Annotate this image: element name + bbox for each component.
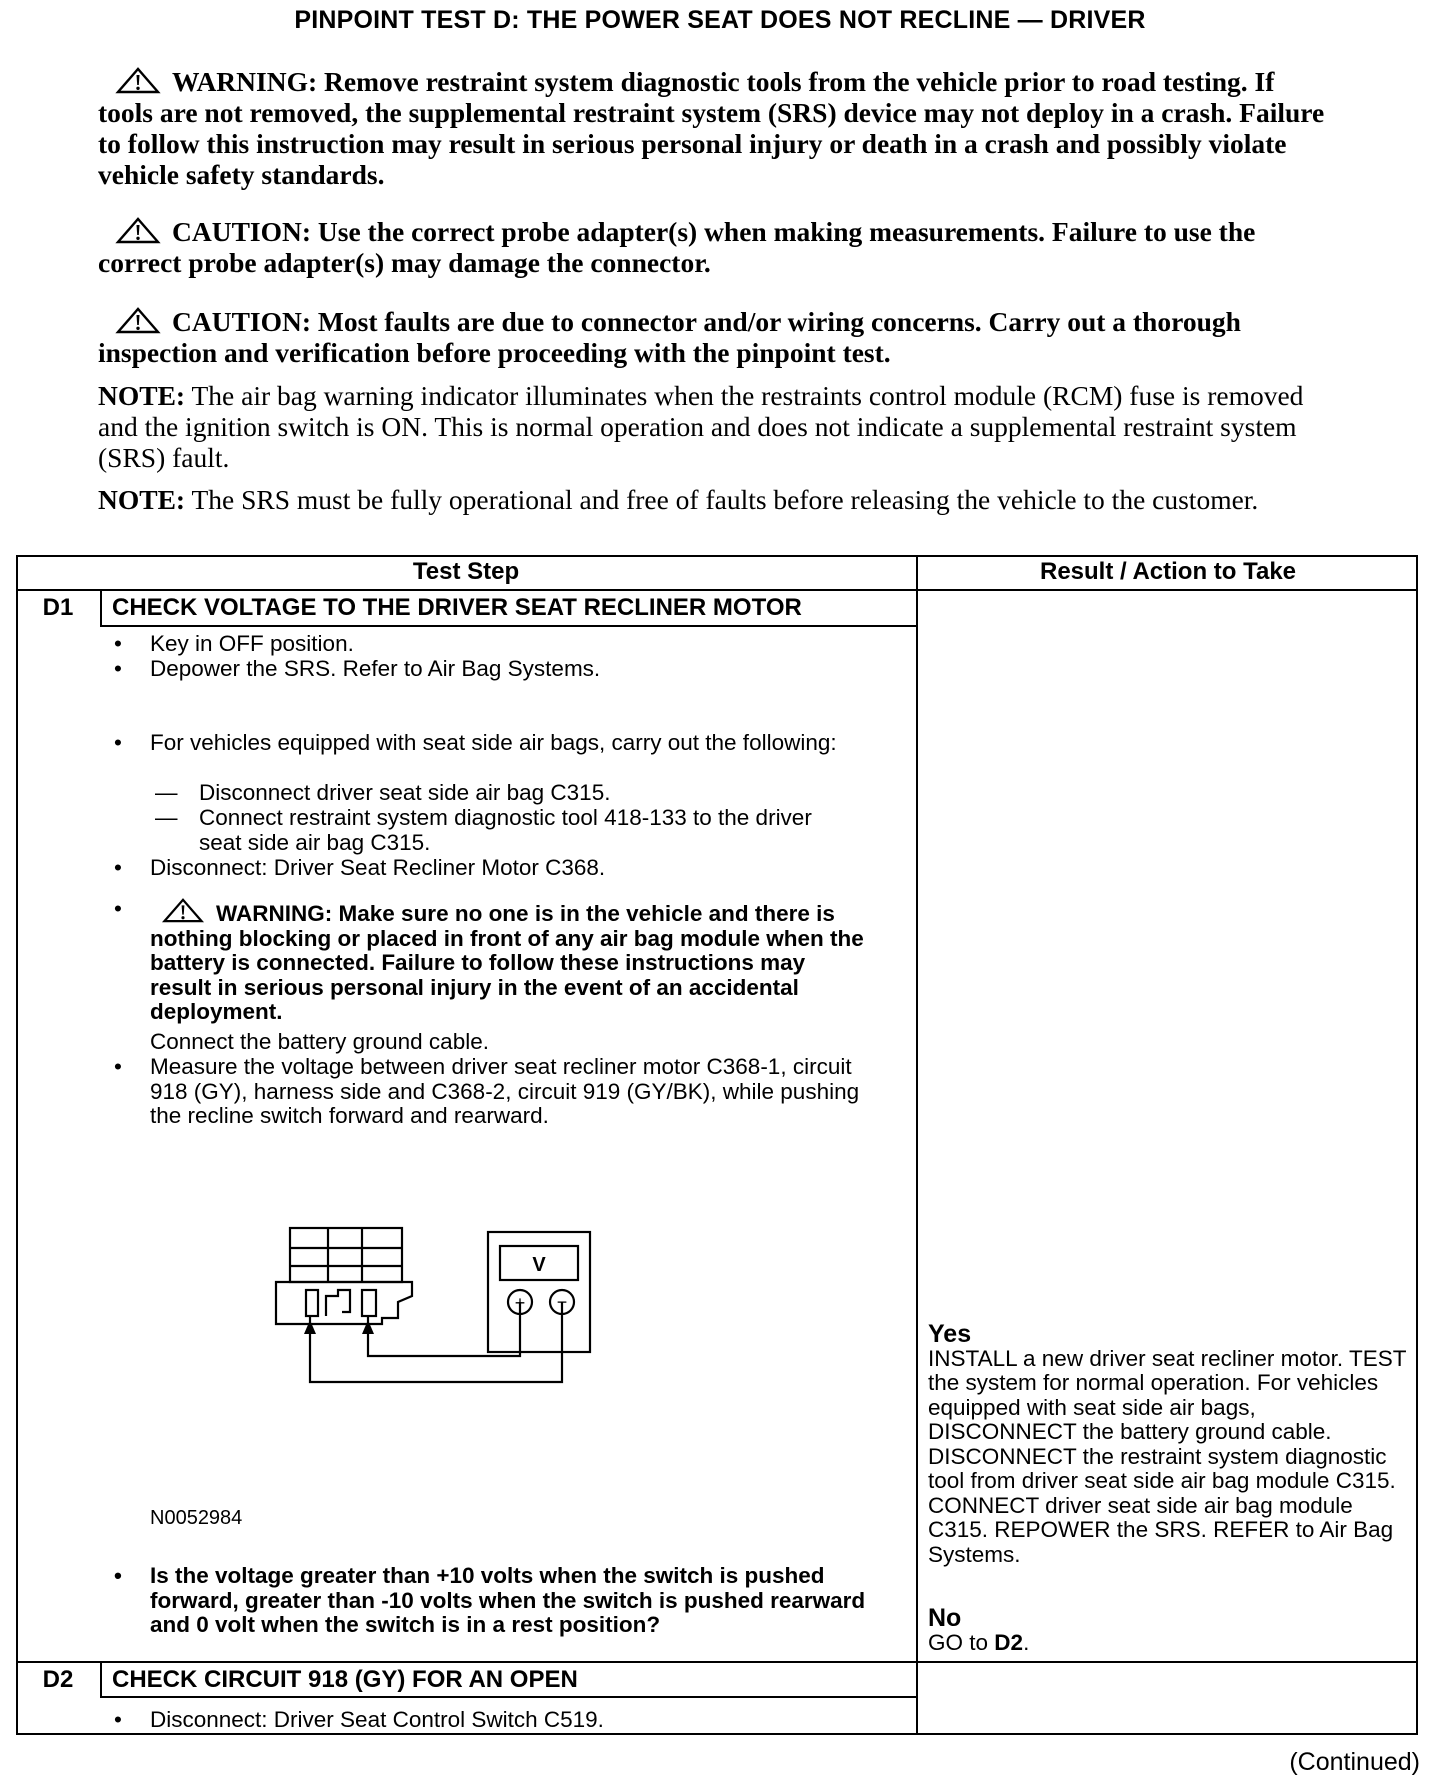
list-sub-item: — Disconnect driver seat side air bag C315.: [155, 780, 611, 805]
note-text: The air bag warning indicator illuminates when the restraints control module (RCM) fuse is removed and the ignition switch is ON. This is normal operation and does not indicate a supplemental restraint system (SRS) fault.: [98, 380, 1304, 473]
result-yes-label: Yes: [928, 1320, 972, 1348]
warning-triangle-icon: [114, 66, 162, 94]
caution-label: CAUTION:: [172, 216, 312, 247]
list-sub-item: — Connect restraint system diagnostic tool 418-133 to the driver seat side air bag C315.: [155, 805, 812, 855]
note-text: The SRS must be fully operational and free of faults before releasing the vehicle to the customer.: [191, 484, 1259, 515]
plus-icon: +: [514, 1293, 526, 1313]
warning-paragraph: [98, 66, 1328, 190]
list-item: • Key in OFF position.: [114, 631, 354, 656]
result-yes-text: INSTALL a new driver seat recliner motor. TEST the system for normal operation. For vehicles equipped with seat side air bags, DISCONNECT the battery ground cable. DISCONNECT the restraint system diagnostic tool from driver seat side air bag module C315. CONNECT driver seat side air bag module C315. REPOWER the SRS. REFER to Air Bag Systems.: [928, 1345, 1407, 1567]
note-label: NOTE:: [98, 380, 186, 411]
caution-text: Most faults are due to connector and/or wiring concerns. Carry out a thorough inspection and verification before proceeding with the pinpoint test.: [98, 306, 1241, 368]
page-title: PINPOINT TEST D: THE POWER SEAT DOES NOT RECLINE — DRIVER: [294, 6, 1146, 34]
minus-icon: −: [556, 1292, 568, 1312]
column-header-result: Result / Action to Take: [1039, 558, 1297, 585]
voltage-measurement-diagram: [270, 1220, 600, 1440]
result-no: No GO to D2.: [928, 1606, 1408, 1655]
caution-text: Use the correct probe adapter(s) when making measurements. Failure to use the correct probe adapter(s) may damage the connector.: [98, 216, 1256, 278]
list-item-warning: • WARNING: Make sure no one is in the vehicle and there is nothing blocking or placed in front of any air bag module when the battery is connected. Failure to follow these instructions may result in serious personal injury in the event of an accidental deployment.: [114, 896, 864, 1024]
goto-link: D2: [994, 1629, 1024, 1655]
caution-triangle-icon: [114, 306, 162, 334]
step-id-d2: D2: [42, 1666, 74, 1693]
note-paragraph-1: [98, 380, 1328, 473]
note-paragraph-2: [98, 484, 1328, 515]
warning-triangle-icon: [158, 897, 208, 923]
warning-text: Remove restraint system diagnostic tools from the vehicle prior to road testing. If tools are not removed, the supplemental restraint system (SRS) device may not deploy in a crash. Failure to follow this instruction may result in serious personal injury or death in a crash and possibly violate vehicle safety standards.: [98, 66, 1325, 190]
list-item-question: • Is the voltage greater than +10 volts when the switch is pushed forward, greater than -10 volts when the switch is pushed rearward and 0 volt when the switch is in a rest position?: [114, 1563, 866, 1637]
step-text: Connect the battery ground cable.: [150, 1029, 489, 1054]
step-heading-d1: CHECK VOLTAGE TO THE DRIVER SEAT RECLINER MOTOR: [112, 594, 802, 621]
step-heading-d2: CHECK CIRCUIT 918 (GY) FOR AN OPEN: [112, 1666, 578, 1693]
note-label: NOTE:: [98, 484, 186, 515]
result-yes: [928, 1322, 1408, 1567]
figure-id: N0052984: [150, 1507, 243, 1529]
column-header-test-step: Test Step: [412, 558, 520, 585]
continued-label: (Continued): [1289, 1748, 1420, 1776]
caution-paragraph-2: [98, 306, 1328, 368]
warning-label: WARNING:: [172, 66, 318, 97]
list-item: • Disconnect: Driver Seat Recliner Motor C368.: [114, 855, 606, 880]
meter-label: V: [532, 1254, 546, 1276]
list-item: • Depower the SRS. Refer to Air Bag Systems.: [114, 656, 601, 681]
result-no-label: No: [928, 1604, 962, 1632]
step-id-d1: D1: [42, 594, 74, 621]
list-item: • Disconnect: Driver Seat Control Switch C519.: [114, 1707, 604, 1732]
caution-triangle-icon: [114, 216, 162, 244]
list-item: • Measure the voltage between driver seat recliner motor C368-1, circuit 918 (GY), harness side and C368-2, circuit 919 (GY/BK), while pushing the recline switch forward and rearward.: [114, 1054, 860, 1128]
list-item: • For vehicles equipped with seat side air bags, carry out the following:: [114, 730, 837, 755]
caution-paragraph-1: [98, 216, 1328, 278]
caution-label: CAUTION:: [172, 306, 312, 337]
